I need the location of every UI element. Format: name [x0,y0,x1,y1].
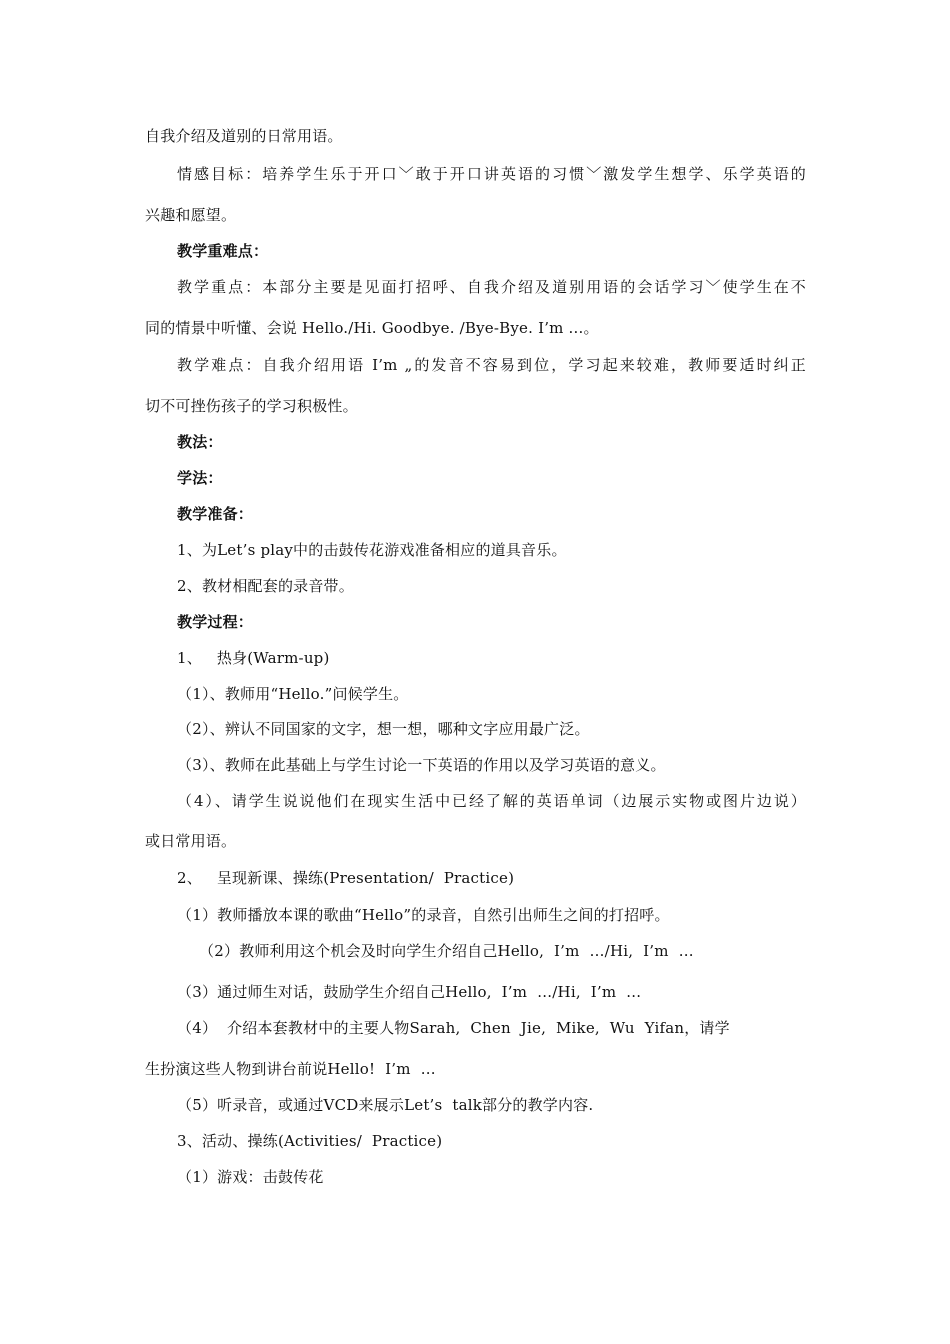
text-line: （5）听录音，或通过VCD来展示Let’s talk部分的教学内容. [177,1096,594,1114]
text-line: 兴趣和愿望。 [145,206,237,224]
section-heading: 教学过程： [177,613,254,631]
section-heading: 教学重难点： [177,242,269,260]
text-line: （1）、教师用“Hello.”问候学生。 [177,685,409,703]
text-line: （2）、辨认不同国家的文字，想一想，哪种文字应用最广泛。 [177,720,590,738]
text-line: （4） 介绍本套教材中的主要人物Sarah, Chen Jie, Mike, Wu Yifan，请学 [177,1019,730,1037]
text-line: 同的情景中听懂、会说 Hello./Hi. Goodbye. /Bye-Bye. I’m ...。 [145,319,599,337]
text-line: 自我介绍及道别的日常用语。 [145,127,343,145]
text-line: 1、 热身(Warm-up) [177,649,330,667]
text-line: 2、 呈现新课、操练(Presentation/ Practice) [177,869,515,887]
text-line: 教学重点：本部分主要是见面打招呼、自我介绍及道别用语的会话学习﹀使学生在不 [177,278,806,296]
section-heading: 教学准备： [177,505,254,523]
section-heading: 教法： [177,433,223,451]
text-line: （3）通过师生对话，鼓励学生介绍自己Hello, I’m …/Hi, I’m … [177,983,642,1001]
section-heading: 学法： [177,469,223,487]
text-line: 切不可挫伤孩子的学习积极性。 [145,397,358,415]
text-line: 或日常用语。 [145,832,237,850]
text-line: （4）、请学生说说他们在现实生活中已经了解的英语单词（边展示实物或图片边说） [177,792,806,810]
text-line: （3）、教师在此基础上与学生讨论一下英语的作用以及学习英语的意义。 [177,756,666,774]
text-line: 生扮演这些人物到讲台前说Hello! I’m … [145,1060,436,1078]
text-line: （2）教师利用这个机会及时向学生介绍自己Hello, I’m …/Hi, I’m … [199,942,694,960]
text-line: 教学难点：自我介绍用语 I’m „的发音不容易到位，学习起来较难，教师要适时纠正 [177,356,806,374]
text-line: （1）教师播放本课的歌曲“Hello”的录音，自然引出师生之间的打招呼。 [177,906,670,924]
text-line: 3、活动、操练(Activities/ Practice) [177,1132,443,1150]
text-line: 2、教材相配套的录音带。 [177,577,354,595]
text-line: （1）游戏：击鼓传花 [177,1168,324,1186]
text-line: 1、为Let’s play中的击鼓传花游戏准备相应的道具音乐。 [177,541,567,559]
text-line: 情感目标：培养学生乐于开口﹀敢于开口讲英语的习惯﹀激发学生想学、乐学英语的 [177,165,806,183]
